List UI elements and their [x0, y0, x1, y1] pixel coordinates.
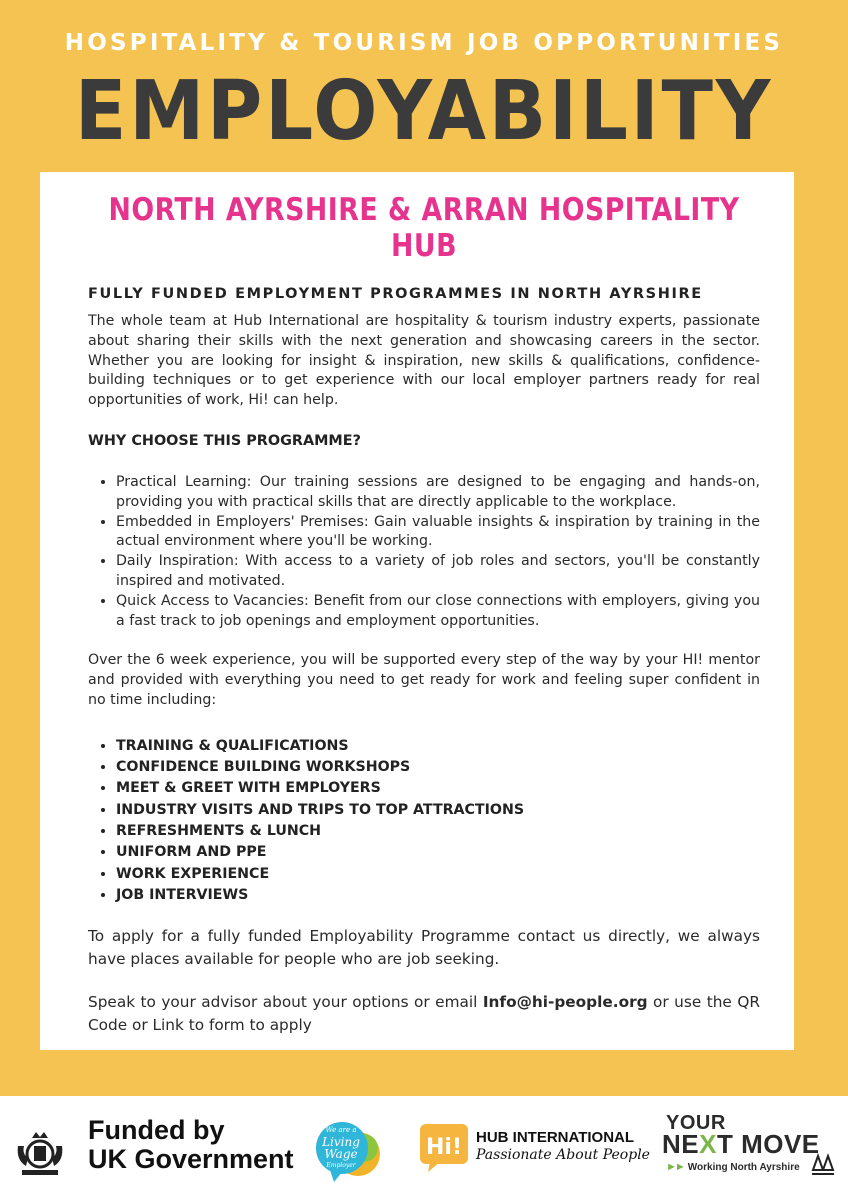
- living-wage-line-c: Employer: [326, 1162, 356, 1169]
- list-item: • UNIFORM AND PPE: [116, 842, 760, 863]
- list-item: • CONFIDENCE BUILDING WORKSHOPS: [116, 757, 760, 778]
- list-item: • MEET & GREET WITH EMPLOYERS: [116, 778, 760, 799]
- ynm-x: X: [699, 1129, 717, 1159]
- contact-text-after: or use the QR Code or Link to form to apply: [88, 993, 760, 1035]
- headline-employability: EMPLOYABILITY: [74, 64, 774, 159]
- hub-international-tagline: Passionate About People: [476, 1147, 650, 1163]
- list-item: • TRAINING & QUALIFICATIONS: [116, 736, 760, 757]
- hub-title: NORTH AYRSHIRE & ARRAN HOSPITALITY HUB: [108, 192, 740, 264]
- funded-line-1: Funded by: [88, 1115, 225, 1145]
- programme-subtitle: FULLY FUNDED EMPLOYMENT PROGRAMMES IN NORTH AYRSHIRE: [88, 286, 703, 302]
- funded-by-uk-government: [88, 1116, 294, 1174]
- list-item: • Practical Learning: Our training sessions are designed to be engaging and hands-on, providing you with practical skills that are directly applicable to the workplace.: [116, 473, 760, 513]
- apply-paragraph: To apply for a fully funded Employability Programme contact us directly, we always have places available for people who are job seeking.: [88, 927, 760, 969]
- royal-crest-icon: [14, 1126, 66, 1178]
- list-item: • REFRESHMENTS & LUNCH: [116, 821, 760, 842]
- features-list: [88, 473, 760, 631]
- list-item: • WORK EXPERIENCE: [116, 864, 760, 885]
- support-paragraph: Over the 6 week experience, you will be supported every step of the way by your HI! mentor and provided with everything you need to get ready for work and feeling super confident in no time including:: [88, 652, 760, 708]
- working-north-ayrshire-label: Working North Ayrshire: [687, 1162, 800, 1173]
- contact-text-before: Speak to your advisor about your options or email: [88, 993, 483, 1012]
- list-item: • JOB INTERVIEWS: [116, 885, 760, 906]
- funded-line-2: UK Government: [88, 1144, 294, 1174]
- hi-speech-bubble-icon: [418, 1122, 470, 1174]
- ynm-ne: NE: [662, 1129, 700, 1159]
- council-emblem-icon: [810, 1148, 836, 1178]
- living-wage-line-b: Living Wage: [322, 1135, 360, 1161]
- ynm-t-move: T MOVE: [716, 1129, 820, 1159]
- intro-paragraph: The whole team at Hub International are hospitality & tourism industry experts, passionate about sharing their skills with the next generation and showcasing careers in the sector. Whether you are looking for insight & inspiration, new skills & qualifications, confidence-building techniques or to get experience with our local employer partners ready for real opportunities of work, Hi! can help.: [88, 313, 760, 409]
- your-next-move-line-2: [662, 1129, 820, 1160]
- kicker-heading: HOSPITALITY & TOURISM JOB OPPORTUNITIES: [64, 30, 784, 56]
- list-item: • INDUSTRY VISITS AND TRIPS TO TOP ATTRACTIONS: [116, 800, 760, 821]
- living-wage-text: [316, 1124, 366, 1172]
- content-panel: [40, 172, 794, 1050]
- email-link[interactable]: Info@hi-people.org: [482, 993, 648, 1012]
- chevron-right-icon: ►►: [666, 1161, 684, 1173]
- hi-badge-text: Hi!: [426, 1135, 462, 1160]
- contact-paragraph: [88, 991, 760, 1037]
- includes-list: [88, 736, 760, 906]
- your-next-move-line-1: YOUR: [666, 1112, 726, 1134]
- list-item: • Quick Access to Vacancies: Benefit from our close connections with employers, giving you a fast track to job openings and employment opportunities.: [116, 592, 760, 632]
- list-item: • Embedded in Employers' Premises: Gain valuable insights & inspiration by training in the actual environment where you'll be working.: [116, 513, 760, 553]
- living-wage-line-a: We are a: [325, 1126, 357, 1134]
- list-item: • Daily Inspiration: With access to a variety of job roles and sectors, you'll be constantly inspired and motivated.: [116, 552, 760, 592]
- hub-international-name: HUB INTERNATIONAL: [476, 1129, 635, 1146]
- sponsor-footer: [0, 1096, 848, 1200]
- why-heading: WHY CHOOSE THIS PROGRAMME?: [88, 432, 361, 449]
- working-north-ayrshire: [666, 1161, 800, 1173]
